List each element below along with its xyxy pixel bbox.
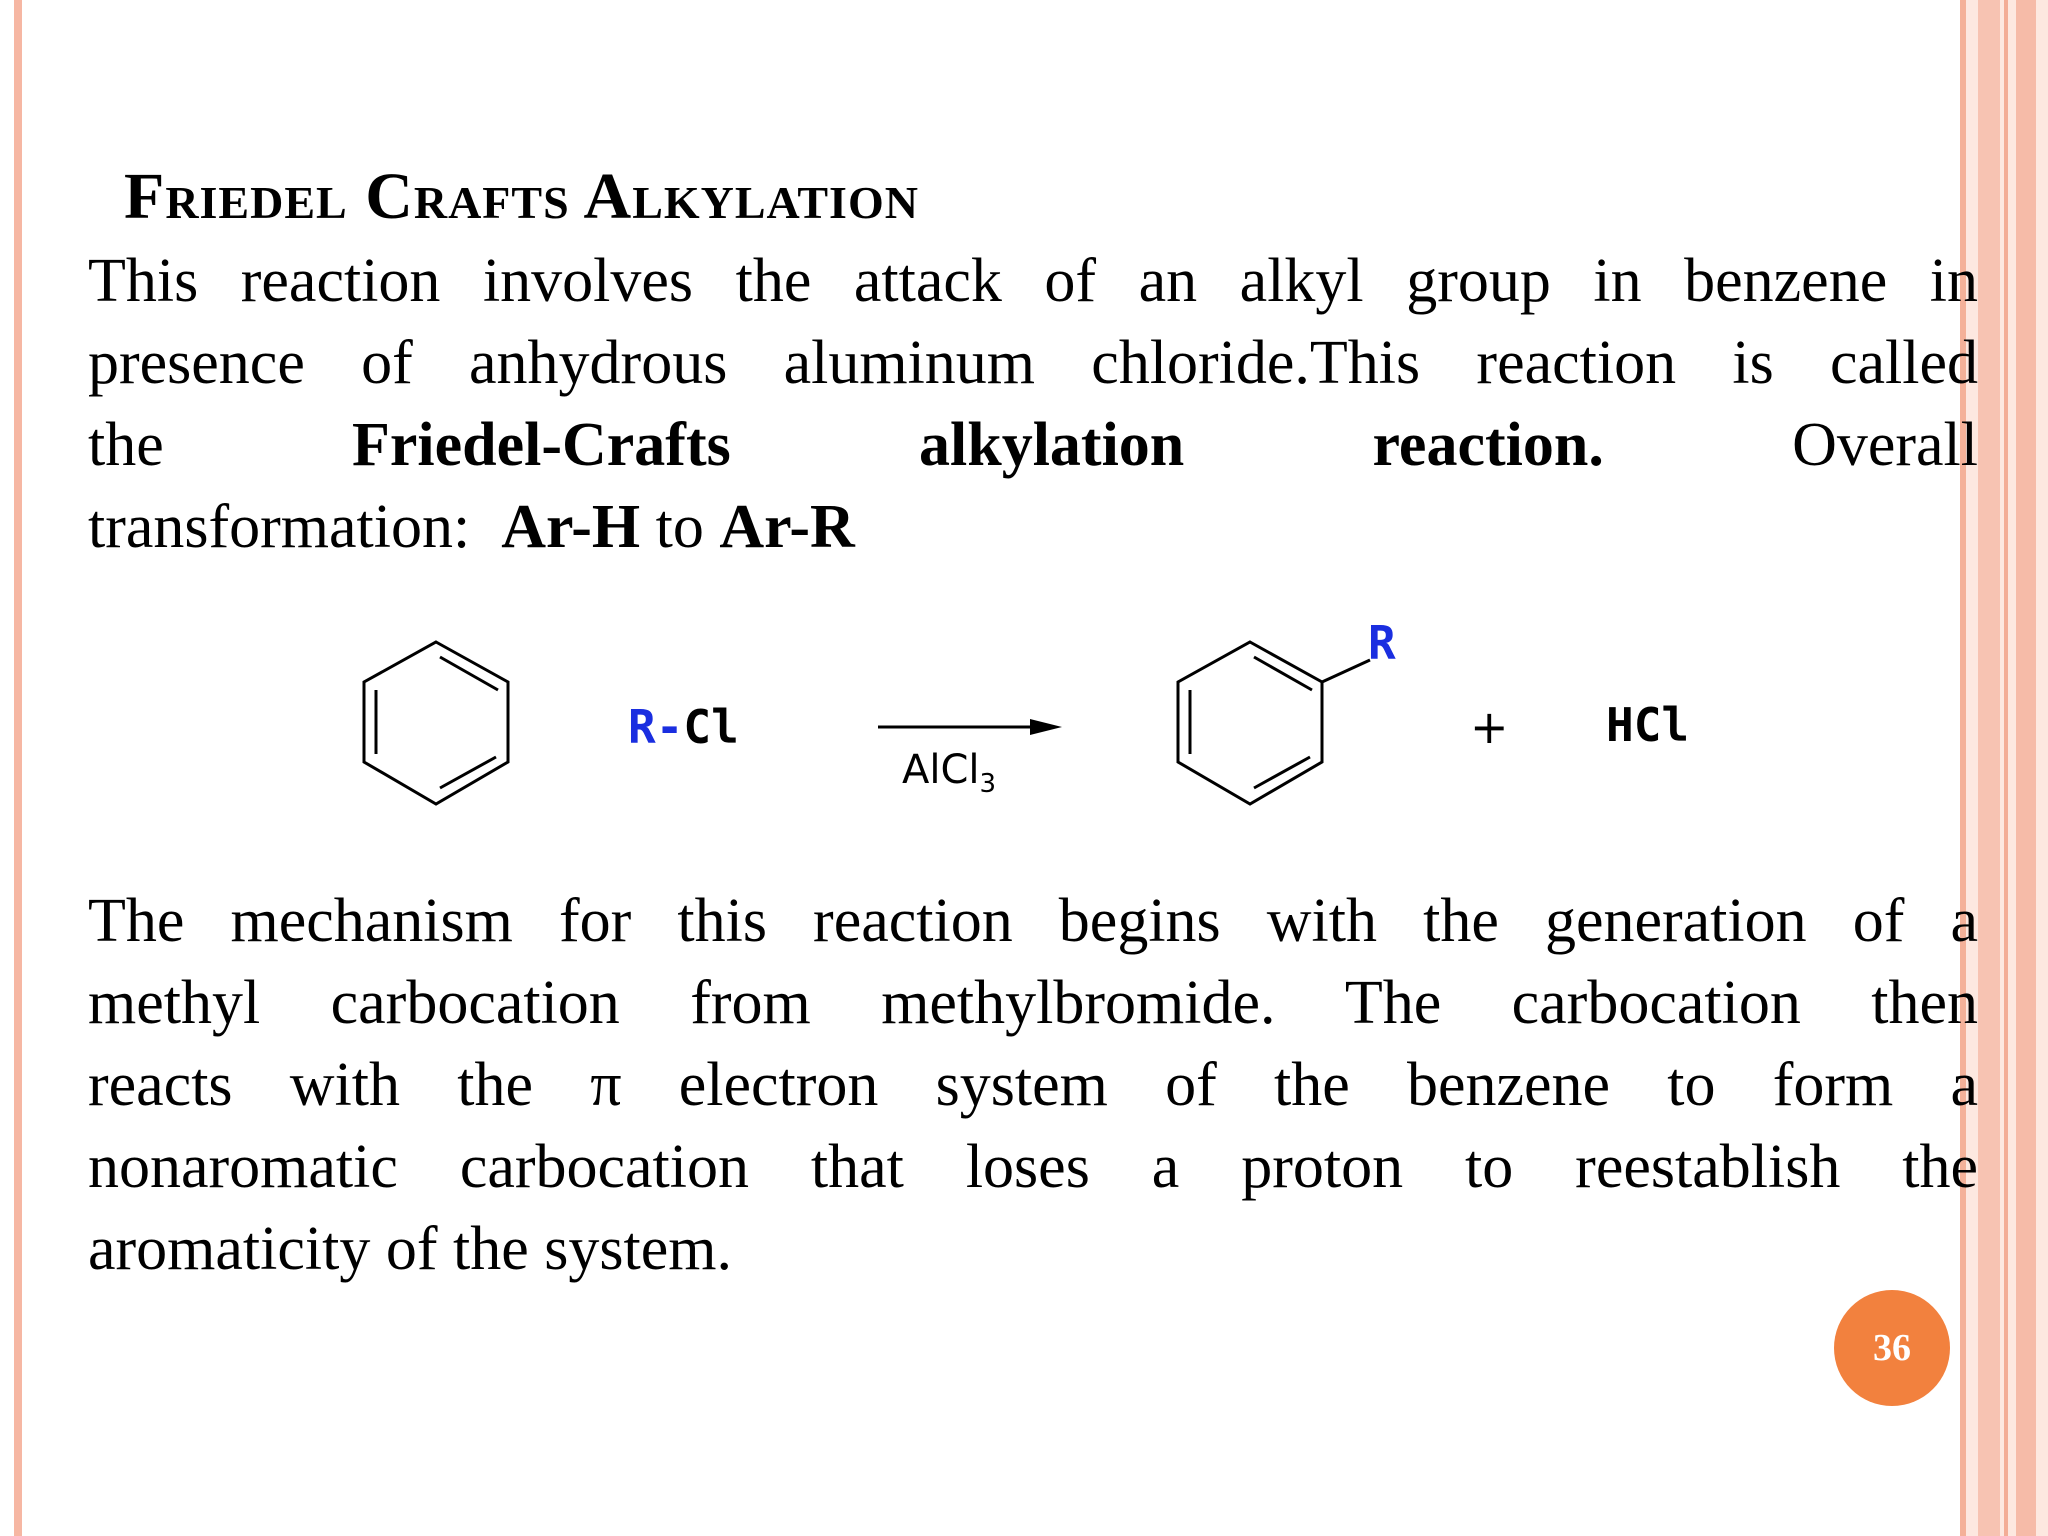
alkylbenzene-product [1178,642,1370,804]
mechanism-line-3: reacts with the π electron system of the benzene to form a [88,1051,1978,1119]
byproduct-hcl: HCl [1606,698,1690,752]
left-border-stripe [14,0,22,1536]
reaction-scheme [350,612,1750,832]
intro-line-3 [88,404,1978,486]
right-border-stripes [1960,0,2048,1536]
intro-line-4 [88,486,1978,568]
mechanism-line-1: The mechanism for this reaction begins with the generation of a [88,887,1978,955]
intro-line-1: This reaction involves the attack of an alkyl group in benzene in [88,247,1978,315]
intro-paragraph [88,240,1978,568]
page-number-badge: 36 [1834,1290,1950,1406]
slide-title: Friedel Crafts Alkylation [124,160,919,233]
word-overall: Overall [1792,411,1978,479]
transformation-label: transformation: [88,493,502,561]
term-alkylation: alkylation [918,411,1185,479]
term-friedel-crafts: Friedel-Crafts [352,411,731,479]
mechanism-paragraph [88,880,1978,1290]
formula-ar-h: Ar-H [501,493,641,561]
mechanism-line-5: aromaticity of the system. [88,1215,732,1283]
benzene-reactant [364,642,508,804]
word-to: to [640,493,720,561]
plus-sign: + [1470,700,1509,754]
term-reaction: reaction. [1372,411,1604,479]
formula-ar-r: Ar-R [719,493,855,561]
catalyst-label: AlCl$_3$ [902,747,997,799]
reagent-alkyl-chloride: R-Cl [628,700,739,754]
arrow-head [1030,719,1062,735]
reaction-scheme-drawing [350,612,1750,832]
intro-line-2: presence of anhydrous aluminum chloride.This reaction is called [88,329,1978,397]
word-the: the [88,411,164,479]
mechanism-line-2: methyl carbocation from methylbromide. The carbocation then [88,969,1978,1037]
product-substituent-r: R [1368,616,1396,670]
mechanism-line-4: nonaromatic carbocation that loses a proton to reestablish the [88,1133,1978,1201]
